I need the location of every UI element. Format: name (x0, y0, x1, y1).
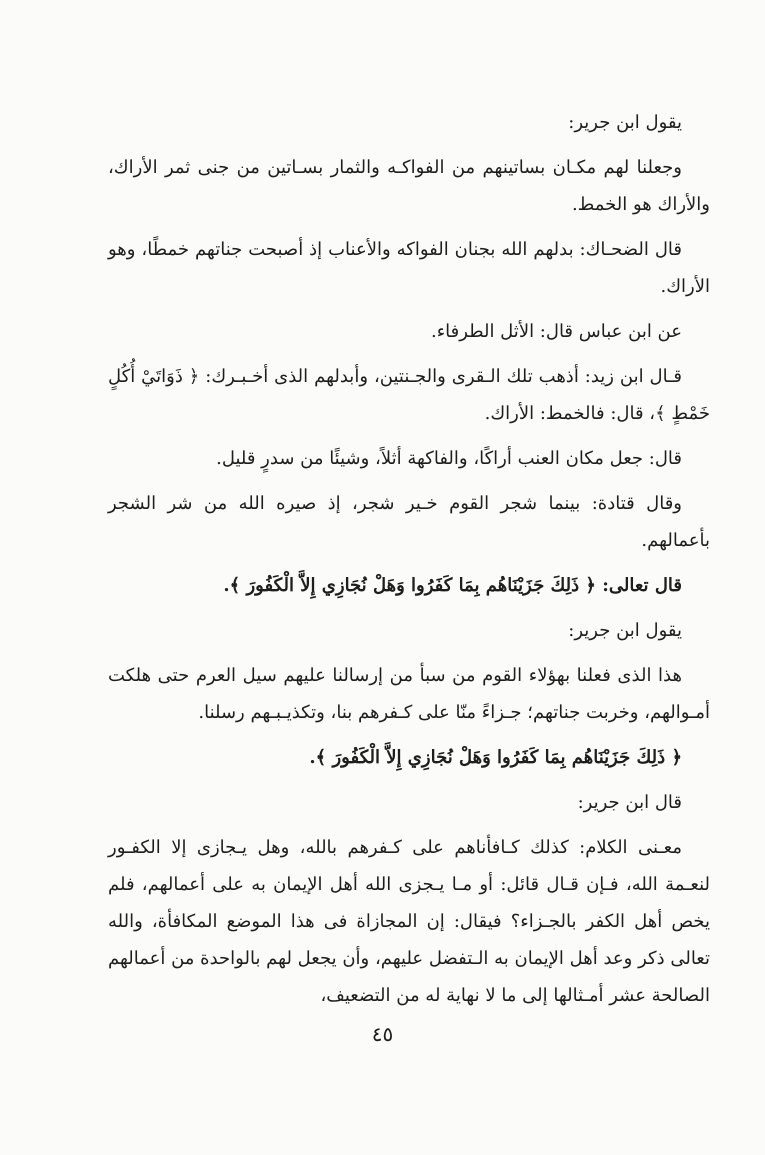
paragraph-5 (108, 358, 710, 432)
paragraph-9-text: يقول ابن جرير: (568, 620, 682, 641)
paragraph-4 (108, 313, 710, 350)
paragraph-6 (108, 440, 710, 477)
paragraph-8 (108, 567, 710, 604)
paragraph-12 (108, 784, 710, 821)
paragraph-11 (108, 739, 710, 776)
paragraph-5-text: قـال ابن زيد: أذهب تلك الـقرى والجـنتين، وأبدلهم الذى أخـبـرك: ﴿ ذَوَاتَيْ أُكُلٍ خَمْطٍ ﴾، قال: فالخمط: الأراك. (108, 366, 710, 424)
paragraph-7-text: وقال قتادة: بينما شجر القوم خـير شجر، إذ صيره الله من شر الشجر بأعمالهم. (108, 493, 710, 551)
page-number: ٤٥ (371, 1022, 394, 1046)
paragraph-9 (108, 612, 710, 649)
paragraph-2 (108, 149, 710, 223)
paragraph-1 (108, 104, 710, 141)
paragraph-12-text: قال ابن جرير: (577, 792, 682, 813)
paragraph-4-text: عن ابن عباس قال: الأثل الطرفاء. (431, 321, 682, 342)
paragraph-13-text: معـنى الكلام: كذلك كـافأناهم على كـفرهم بالله، وهل يـجازى إلا الكفـور لنعـمة الله، فـإن قـال قائل: أو مـا يـجزى الله أهل الإيمان به على أعمالهم، فلم يخص أهل الكفر بالجـزاء؟ فيقال: إن المجازاة فى هذا الموضع المكافأة، والله تعالى ذكر وعد أهل الإيمان به الـتفضل عليهم، وأن يجعل لهم بالواحدة من أعمالهم الصالحة عشر أمـثالها إلى ما لا نهاية له من التضعيف، (107, 837, 711, 1006)
page-text (108, 104, 710, 1022)
paragraph-10-text: هذا الذى فعلنا بهؤلاء القوم من سبأ من إرسالنا عليهم سيل العرم حتى هلكت أمـوالهم، وخربت جناتهم؛ جـزاءً منّا على كـفرهم بنا، وتكذيـبـهم رسلنا. (108, 665, 710, 723)
paragraph-11-text: ﴿ ذَلِكَ جَزَيْنَاهُم بِمَا كَفَرُوا وَهَلْ نُجَازِي إِلاَّ الْكَفُورَ ﴾. (309, 747, 682, 768)
paragraph-7 (108, 485, 710, 559)
paragraph-3 (108, 231, 710, 305)
paragraph-1-text: يقول ابن جرير: (568, 112, 682, 133)
paragraph-6-text: قال: جعل مكان العنب أراكًا، والفاكهة أثلاً، وشيئًا من سدرٍ قليل. (216, 448, 682, 469)
paragraph-13 (108, 829, 710, 1014)
paragraph-8-text: قال تعالى: ﴿ ذَلِكَ جَزَيْنَاهُم بِمَا كَفَرُوا وَهَلْ نُجَازِي إِلاَّ الْكَفُورَ ﴾. (223, 575, 682, 596)
paragraph-3-text: قال الضحـاك: بدلهم الله بجنان الفواكه والأعناب إذ أصبحت جناتهم خمطًا، وهو الأراك. (108, 239, 710, 297)
paragraph-2-text: وجعلنا لهم مكـان بساتينهم من الفواكـه والثمار بسـاتين من جنى ثمر الأراك، والأراك هو الخمط. (108, 157, 710, 215)
paragraph-10 (108, 657, 710, 731)
